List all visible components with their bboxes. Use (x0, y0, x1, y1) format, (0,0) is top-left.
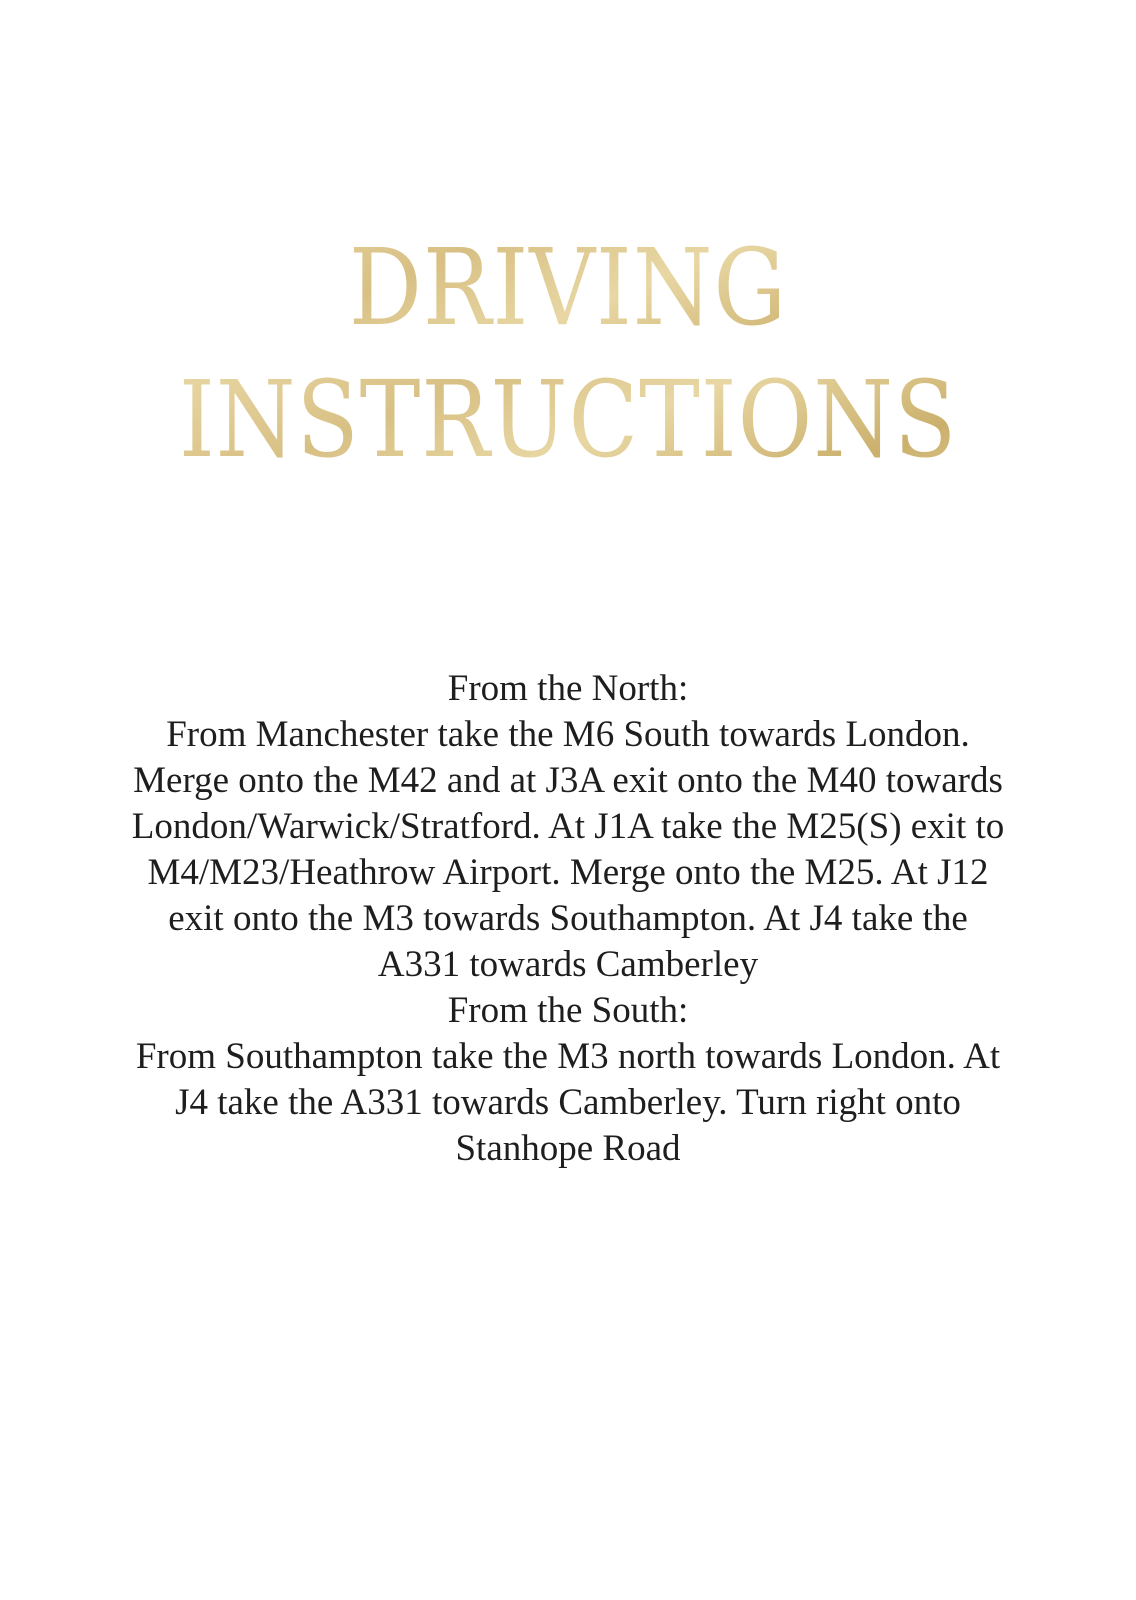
page-title (0, 222, 1136, 486)
north-directions: From Manchester take the M6 South towards London. Merge onto the M42 and at J3A exit onto the M40 towards London/Warwick/Stratford. At J1A take the M25(S) exit to M4/M23/Heathrow Airport. Merge onto the M25. At J12 exit onto the M3 towards Southampton. At J4 take the A331 towards Camberley (131, 714, 1005, 985)
title-line-driving: DRIVING (80, 222, 1057, 354)
directions-text (130, 666, 1006, 1172)
north-heading: From the North: (447, 668, 689, 709)
south-directions: From Southampton take the M3 north towards London. At J4 take the A331 towards Camberley. Turn right onto Stanhope Road (135, 1036, 1001, 1169)
title-line-instructions: INSTRUCTIONS (80, 354, 1057, 486)
south-heading: From the South: (447, 990, 689, 1031)
